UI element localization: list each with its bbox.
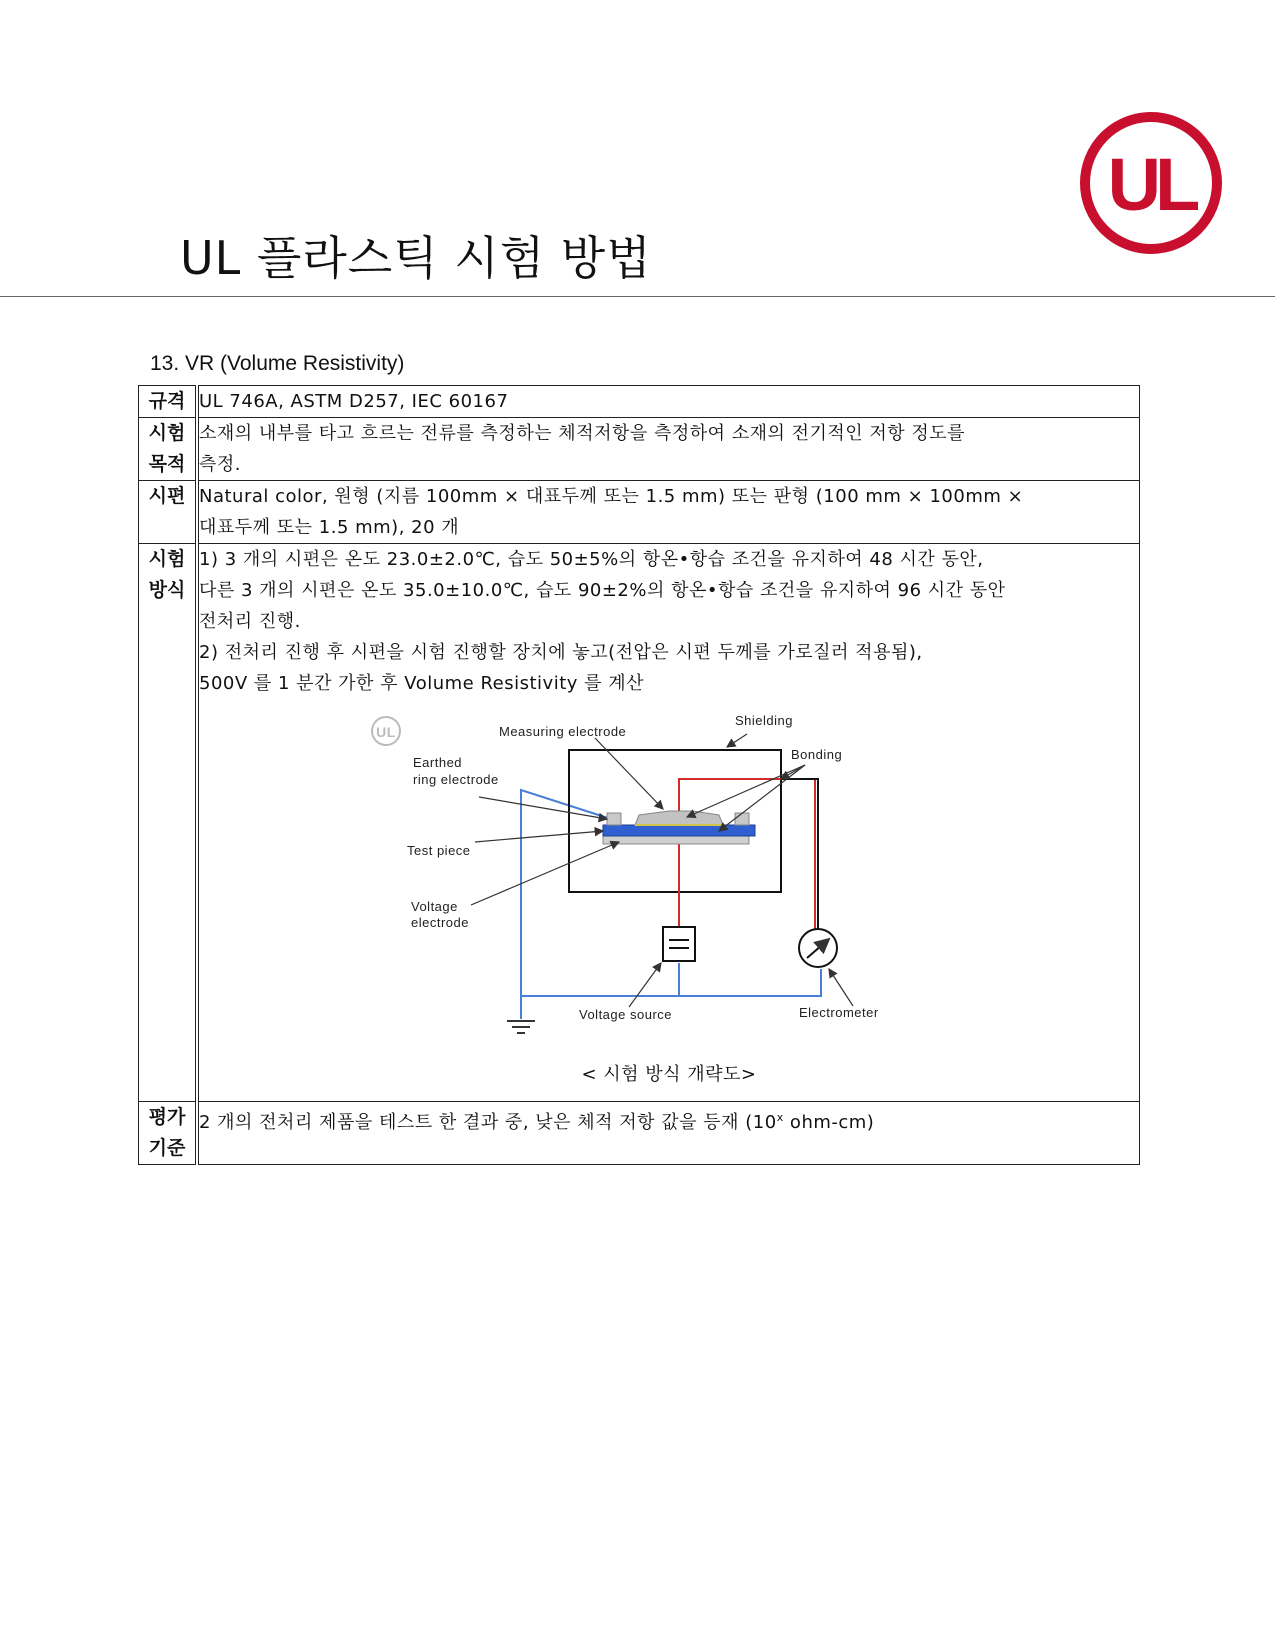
spec-table [138,385,1140,1165]
header-divider [0,296,1275,297]
value-specimen: Natural color, 원형 (지름 100mm × 대표두께 또는 1.5 mm) 또는 판형 (100 mm × 100mm × 대표두께 또는 1.5 mm), 20 개 [197,481,1140,544]
value-method: 1) 3 개의 시편은 온도 23.0±2.0℃, 습도 50±5%의 항온•항습 조건을 유지하여 48 시간 동안, 다른 3 개의 시편은 온도 35.0±10.0℃, 습도 90±2%의 항온•항습 조건을 유지하여 96 시간 동안 전처리 진행. 2) 전처리 진행 후 시편을 시험 진행할 장치에 놓고(전압은 시편 두께를 가로질러 적용됨), 500V 를 1 분간 가한 후 Volume Resistivity 를 계산 UL Measuring electrode Shielding Bonding Earthed ring electrode Test piece Voltage electrode Voltage source Electrometer < 시험 방식 개략도> [197,544,1140,1102]
section-heading: 13. VR (Volume Resistivity) [150,352,405,375]
label-shielding: Shielding [735,713,793,728]
test-diagram [199,701,1139,1101]
label-electrometer: Electrometer [799,1005,879,1020]
label-bonding: Bonding [791,747,843,762]
label-evaluation: 평가 기준 [139,1102,198,1165]
label-voltage-electrode-2: electrode [411,915,469,930]
label-earthed-1: Earthed [413,755,463,770]
value-evaluation: 2 개의 전처리 제품을 테스트 한 결과 중, 낮은 체적 저항 값을 등재 (10$^x$ ohm-cm) [197,1102,1140,1165]
ul-logo-text: UL [1107,143,1195,226]
ground-symbol [507,1021,535,1033]
label-standard: 규격 [139,386,198,418]
measure-wire-red [679,779,815,929]
ul-logo [1078,110,1224,256]
label-method: 시험 방식 [139,544,198,1102]
label-earthed-2: ring electrode [413,772,499,787]
measuring-electrode [635,811,723,825]
row-standard [139,386,1140,418]
voltage-source-symbol [663,927,695,961]
page-title: UL 플라스틱 시험 방법 [180,231,652,285]
label-measuring-electrode: Measuring electrode [499,724,627,739]
row-method [139,544,1140,1102]
ul-watermark [372,717,400,745]
label-specimen: 시편 [139,481,198,544]
electrometer-symbol [799,929,837,967]
diagram-caption: < 시험 방식 개략도> [581,1064,757,1085]
row-evaluation [139,1102,1140,1165]
value-purpose: 소재의 내부를 타고 흐르는 전류를 측정하는 체적저항을 측정하여 소재의 전기적인 저항 정도를 측정. [197,418,1140,481]
earthed-ring-right [735,813,749,825]
label-voltage-electrode-1: Voltage [411,899,458,914]
label-voltage-source: Voltage source [579,1007,673,1022]
svg-text:UL: UL [376,724,396,740]
shield-wire [781,779,818,929]
test-piece [603,825,755,836]
row-specimen [139,481,1140,544]
test-diagram-svg [199,701,1139,1061]
earthed-ring-left [607,813,621,825]
label-test-piece: Test piece [407,843,471,858]
value-standard: UL 746A, ASTM D257, IEC 60167 [197,386,1140,418]
label-purpose: 시험 목적 [139,418,198,481]
row-purpose [139,418,1140,481]
